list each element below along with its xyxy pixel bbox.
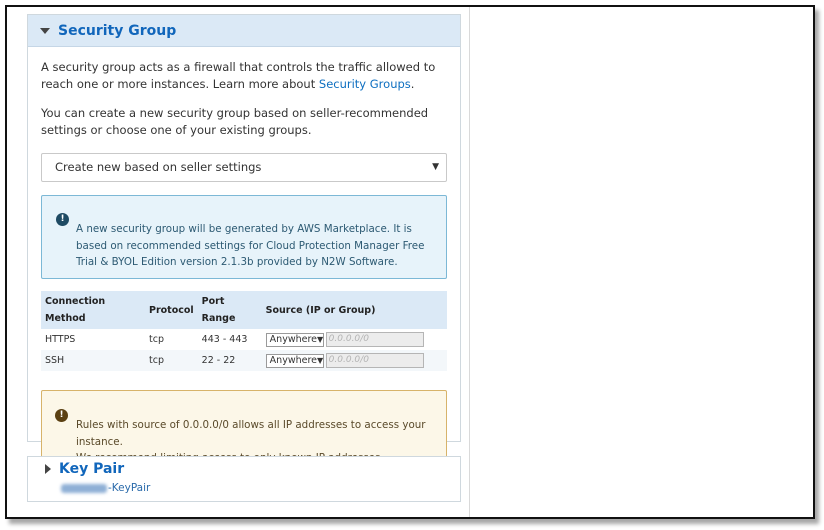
security-group-header[interactable]: [28, 15, 460, 47]
header-port-range: Port Range: [198, 291, 262, 329]
source-select[interactable]: [266, 354, 324, 368]
caret-down-icon[interactable]: [40, 28, 50, 34]
right-empty-area: [469, 7, 813, 517]
screenshot-frame: [5, 5, 815, 519]
header-source: Source (IP or Group): [262, 291, 447, 329]
dropdown-arrow-icon: ▼: [317, 335, 324, 344]
security-group-panel: [27, 14, 461, 448]
table-row: [41, 329, 447, 350]
cidr-input[interactable]: 0.0.0.0/0: [326, 332, 424, 347]
row-port-range: 22 - 22: [198, 350, 262, 371]
row-source: [262, 350, 447, 371]
source-select[interactable]: [266, 333, 324, 347]
security-group-body: [28, 59, 460, 458]
info-alert: [41, 195, 447, 279]
table-row: [41, 350, 447, 371]
create-description: You can create a new security group based on seller-recommended settings or choose one of your existing groups.: [41, 106, 429, 137]
warning-icon: !: [55, 409, 68, 422]
intro-end: .: [410, 77, 415, 91]
intro-text: A security group acts as a firewall that controls the traffic allowed to reach one or more instances. Learn more about: [41, 60, 436, 91]
info-message: A new security group will be generated by AWS Marketplace. It is based on recommended settings for Cloud Protection Manager Free Trial & BYOL Edition version 2.1.3b provided by N2W Software.: [76, 223, 425, 268]
row-source: [262, 329, 447, 350]
header-protocol: Protocol: [145, 291, 198, 329]
row-port-range: 443 - 443: [198, 329, 262, 350]
left-column: [21, 7, 470, 517]
source-select-value: Anywhere: [269, 334, 317, 345]
row-protocol: tcp: [145, 350, 198, 371]
redacted-text: [61, 484, 107, 493]
dropdown-arrow-icon: ▼: [317, 356, 324, 365]
security-group-title[interactable]: Security Group: [58, 22, 177, 39]
key-pair-panel[interactable]: [27, 456, 461, 502]
row-protocol: tcp: [145, 329, 198, 350]
table-header-row: [41, 291, 447, 329]
dropdown-arrow-icon: ▼: [432, 162, 439, 172]
source-select-value: Anywhere: [269, 355, 317, 366]
key-pair-title[interactable]: Key Pair: [59, 461, 125, 477]
caret-right-icon[interactable]: [45, 464, 51, 474]
row-method: SSH: [41, 350, 145, 371]
header-connection-method: Connection Method: [41, 291, 145, 329]
security-rules-table: [41, 291, 447, 371]
key-pair-suffix: -KeyPair: [108, 482, 151, 494]
security-group-intro: [41, 59, 447, 93]
key-pair-value: [61, 482, 150, 494]
info-icon: !: [56, 213, 69, 226]
security-groups-link[interactable]: Security Groups: [318, 77, 411, 91]
security-group-select-value: Create new based on seller settings: [55, 160, 262, 174]
cidr-input[interactable]: 0.0.0.0/0: [326, 353, 424, 368]
row-method: HTTPS: [41, 329, 145, 350]
warning-alert: [41, 390, 447, 458]
security-group-select[interactable]: [41, 153, 447, 182]
warning-line-1: Rules with source of 0.0.0.0/0 allows all IP addresses to access your instance.: [76, 419, 426, 448]
